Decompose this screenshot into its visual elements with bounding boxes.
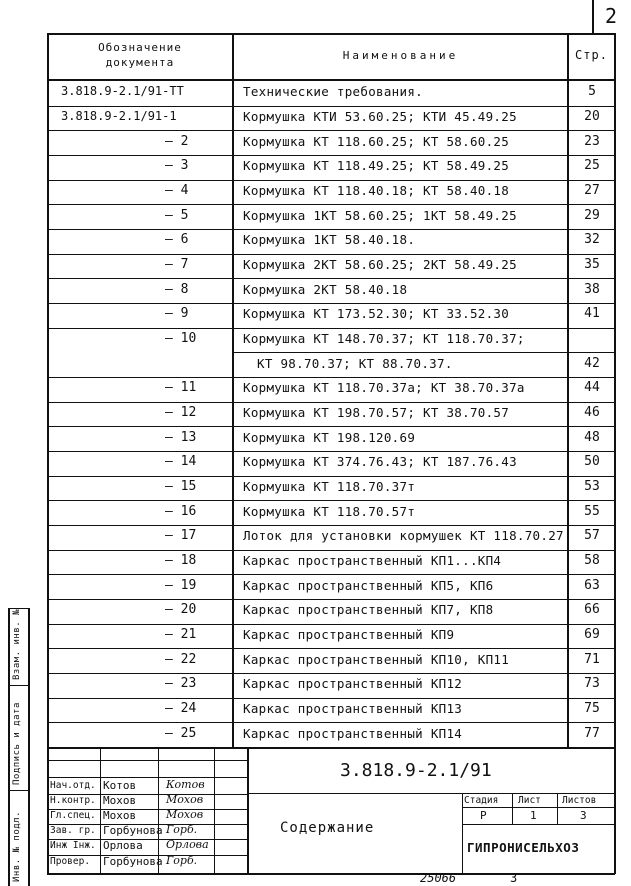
row-name: Кормушка КТ 173.52.30; КТ 33.52.30 <box>243 306 510 322</box>
table-row <box>47 476 615 501</box>
stamp-role: Нач.отд. <box>50 780 96 791</box>
row-name: Каркас пространственный КП12 <box>243 676 463 692</box>
table-row <box>47 204 615 229</box>
row-page: 73 <box>584 676 600 692</box>
row-name: Лоток для установки кормушек КТ 118.70.27 <box>243 528 564 544</box>
row-name: Кормушка КТ 118.70.37т <box>243 478 416 494</box>
row-page: 50 <box>584 454 600 470</box>
row-name: Кормушка КТ 118.40.18; КТ 58.40.18 <box>243 182 510 198</box>
table-row <box>47 130 615 155</box>
row-name: Каркас пространственный КП13 <box>243 700 463 716</box>
row-code: – 11 <box>165 380 197 396</box>
table-row <box>47 352 615 377</box>
table-row <box>47 229 615 254</box>
table-row <box>47 550 615 575</box>
stamp-sheet-label: Лист <box>518 795 541 806</box>
stamp-sheets-label: Листов <box>562 795 597 806</box>
row-name: Каркас пространственный КП7, КП8 <box>243 602 494 618</box>
row-name: Кормушка КТ 118.49.25; КТ 58.49.25 <box>243 158 510 174</box>
header-designation-line1: Обозначение <box>98 41 182 54</box>
row-page: 71 <box>584 651 600 667</box>
row-page: 63 <box>584 577 600 593</box>
table-row <box>47 500 615 525</box>
row-code: – 14 <box>165 454 197 470</box>
row-page: 53 <box>584 478 600 494</box>
row-code: – 18 <box>165 552 197 568</box>
stamp-signature: Мохов <box>166 808 204 821</box>
table-row <box>47 180 615 205</box>
table-row <box>47 278 615 303</box>
row-name: Каркас пространственный КП5, КП6 <box>243 577 494 593</box>
stamp-signature: Горб. <box>166 854 198 867</box>
row-page: 23 <box>584 133 600 149</box>
row-page: 5 <box>588 84 596 100</box>
row-name: Каркас пространственный КП1...КП4 <box>243 552 502 568</box>
stamp-person-name: Мохов <box>103 809 137 822</box>
row-code: – 23 <box>165 676 197 692</box>
row-code: – 24 <box>165 700 197 716</box>
row-name: Кормушка КТ 118.60.25; КТ 58.60.25 <box>243 133 510 149</box>
table-row <box>47 106 615 131</box>
stamp-document-code: 3.818.9-2.1/91 <box>340 760 492 781</box>
row-code: – 4 <box>165 182 189 198</box>
row-page: 55 <box>584 503 600 519</box>
table-frame-top <box>47 33 615 35</box>
row-name: Кормушка КТ 148.70.37; КТ 118.70.37; <box>243 330 525 346</box>
row-page: 42 <box>584 355 600 371</box>
table-row <box>47 328 615 353</box>
row-code: – 15 <box>165 478 197 494</box>
table-row <box>47 303 615 328</box>
footer-format: 3 <box>510 871 518 885</box>
row-page: 27 <box>584 182 600 198</box>
row-name: Кормушка КТ 118.70.57т <box>243 503 416 519</box>
table-row <box>47 377 615 402</box>
table-row <box>47 624 615 649</box>
table-row <box>47 81 615 106</box>
row-page: 25 <box>584 158 600 174</box>
row-name: Каркас пространственный КП9 <box>243 626 455 642</box>
stamp-signature: Котов <box>166 778 205 791</box>
row-code: – 5 <box>165 207 189 223</box>
header-designation <box>60 40 220 70</box>
row-page: 38 <box>584 281 600 297</box>
row-page: 44 <box>584 380 600 396</box>
row-name: Кормушка 2КТ 58.60.25; 2КТ 58.49.25 <box>243 256 517 272</box>
side-label-podpis-data: Подпись и дата <box>12 702 22 785</box>
row-name: Кормушка КТ 374.76.43; КТ 187.76.43 <box>243 454 517 470</box>
row-page: 66 <box>584 602 600 618</box>
row-name: Кормушка КТ 198.70.57; КТ 38.70.57 <box>243 404 510 420</box>
row-page: 46 <box>584 404 600 420</box>
table-row <box>47 599 615 624</box>
row-code: – 21 <box>165 626 197 642</box>
row-code: – 8 <box>165 281 189 297</box>
stamp-signature: Мохов <box>166 793 204 806</box>
row-code: – 13 <box>165 429 197 445</box>
table-row <box>47 525 615 550</box>
row-code: – 7 <box>165 256 189 272</box>
row-code: – 20 <box>165 602 197 618</box>
row-code: – 9 <box>165 306 189 322</box>
stamp-signature: Орлова <box>166 838 209 851</box>
stamp-person-name: Мохов <box>103 794 137 807</box>
table-row <box>47 648 615 673</box>
row-code: – 6 <box>165 232 189 248</box>
stamp-sheets-value: 3 <box>580 809 587 822</box>
stamp-person-name: Орлова <box>103 839 143 852</box>
row-name: Кормушка КТ 198.120.69 <box>243 429 416 445</box>
table-row <box>47 698 615 723</box>
stamp-title: Содержание <box>280 820 375 836</box>
sheet-number: 2 <box>605 4 618 28</box>
stamp-person-name: Горбунова <box>103 855 163 868</box>
row-code: 3.818.9-2.1/91-ТТ <box>61 84 184 99</box>
stamp-role: Гл.спец. <box>50 810 96 821</box>
row-code: – 22 <box>165 651 197 667</box>
row-page: 69 <box>584 626 600 642</box>
row-name: Кормушка 1КТ 58.60.25; 1КТ 58.49.25 <box>243 207 517 223</box>
header-designation-line2: документа <box>105 56 175 69</box>
table-row <box>47 673 615 698</box>
row-code: – 10 <box>165 330 197 346</box>
row-page: 48 <box>584 429 600 445</box>
stamp-person-name: Горбунова <box>103 824 163 837</box>
side-label-vzam-inv: Взам. инв. № <box>12 608 22 680</box>
footer-inventory: 25066 <box>420 871 457 885</box>
stamp-role: Н.контр. <box>50 795 96 806</box>
table-row <box>47 426 615 451</box>
row-page: 57 <box>584 528 600 544</box>
stamp-stage-label: Стадия <box>464 795 499 806</box>
stamp-person-name: Котов <box>103 779 137 792</box>
row-name: КТ 98.70.37; КТ 88.70.37. <box>257 355 453 371</box>
row-code: 3.818.9-2.1/91-1 <box>61 108 177 123</box>
row-name: Кормушка КТИ 53.60.25; КТИ 45.49.25 <box>243 108 517 124</box>
table-row <box>47 254 615 279</box>
row-page: 77 <box>584 725 600 741</box>
header-page: Стр. <box>575 48 608 62</box>
row-page: 35 <box>584 256 600 272</box>
row-page: 58 <box>584 552 600 568</box>
row-code: – 12 <box>165 404 197 420</box>
row-page: 41 <box>584 306 600 322</box>
row-name: Кормушка 2КТ 58.40.18 <box>243 281 408 297</box>
stamp-organization: ГИПРОНИСЕЛЬХОЗ <box>467 840 580 855</box>
stamp-role: Инж Інж. <box>50 840 96 851</box>
table-row <box>47 574 615 599</box>
table-row <box>47 155 615 180</box>
stamp-role: Провер. <box>50 856 91 867</box>
row-name: Каркас пространственный КП10, КП11 <box>243 651 510 667</box>
stamp-signature: Горб. <box>166 823 198 836</box>
row-code: – 17 <box>165 528 197 544</box>
table-row <box>47 451 615 476</box>
row-code: – 25 <box>165 725 197 741</box>
row-page: 32 <box>584 232 600 248</box>
row-name: Кормушка КТ 118.70.37а; КТ 38.70.37а <box>243 380 525 396</box>
row-page: 75 <box>584 700 600 716</box>
row-page: 20 <box>584 108 600 124</box>
row-code: – 3 <box>165 158 189 174</box>
row-name: Каркас пространственный КП14 <box>243 725 463 741</box>
table-row <box>47 722 615 747</box>
row-name: Кормушка 1КТ 58.40.18. <box>243 232 416 248</box>
stamp-stage-value: Р <box>480 809 487 822</box>
table-row <box>47 402 615 427</box>
row-code: – 19 <box>165 577 197 593</box>
side-label-inv-podl: Инв. № подл. <box>12 810 22 882</box>
row-page: 29 <box>584 207 600 223</box>
stamp-role: Зав. гр. <box>50 825 96 836</box>
stamp-sheet-value: 1 <box>530 809 537 822</box>
row-code: – 2 <box>165 133 189 149</box>
header-name: Наименование <box>342 49 459 62</box>
row-code: – 16 <box>165 503 197 519</box>
row-name: Технические требования. <box>243 84 423 100</box>
